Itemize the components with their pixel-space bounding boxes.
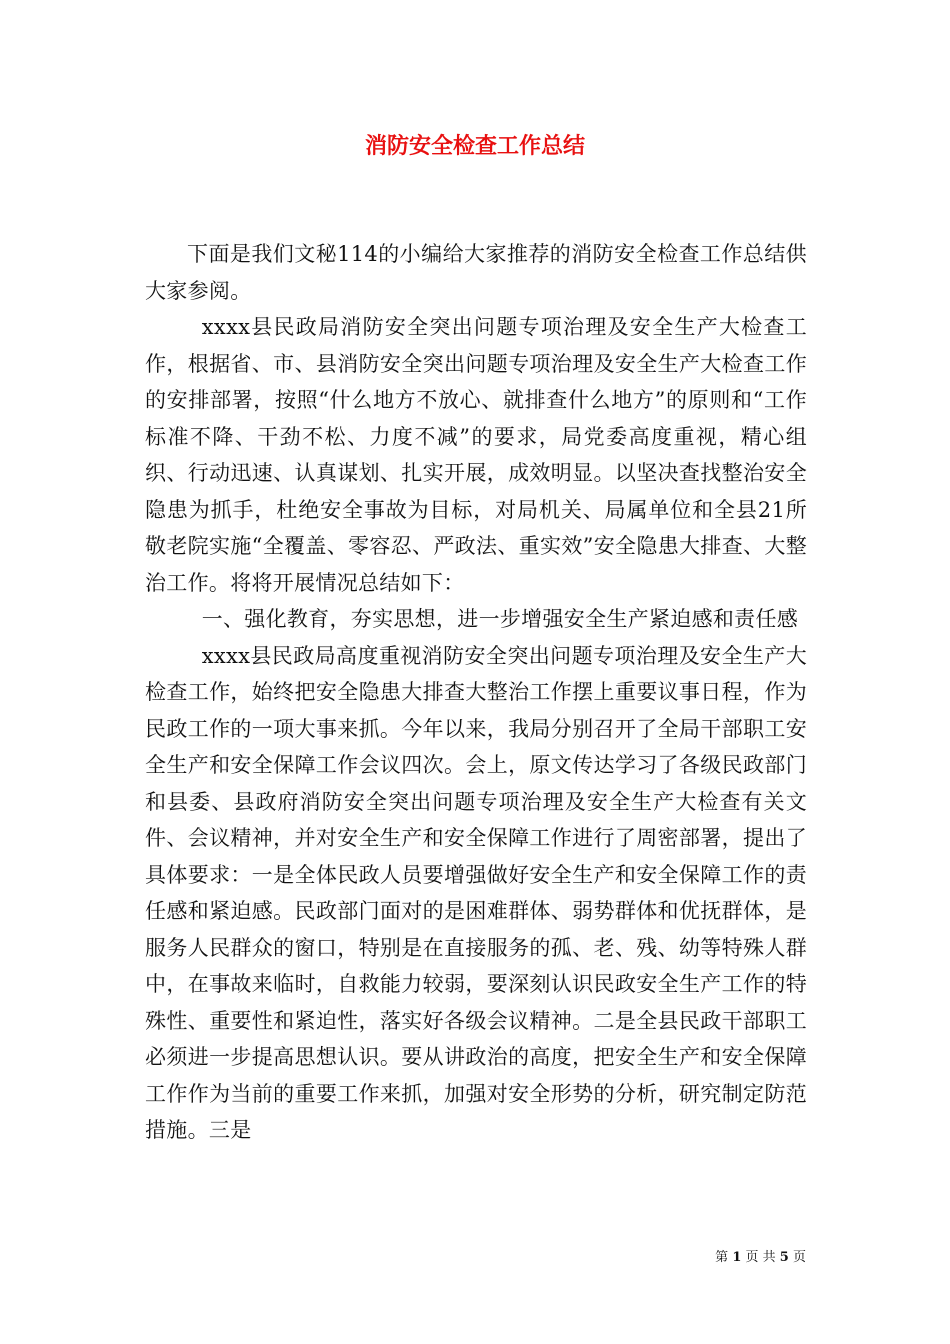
total-pages-number: 5 bbox=[779, 1250, 789, 1265]
section-heading-1: 一、强化教育，夯实思想，进一步增强安全生产紧迫感和责任感 bbox=[201, 607, 799, 631]
intro-paragraph: 下面是我们文秘114的小编给大家推荐的消防安全检查工作总结供大家参阅。 bbox=[145, 242, 807, 303]
page-number-footer bbox=[715, 1249, 806, 1267]
footer-middle: 页 共 bbox=[745, 1250, 776, 1265]
section-1-paragraph: xxxx县民政局高度重视消防安全突出问题专项治理及安全生产大检查工作，始终把安全隐患大排查大整治工作摆上重要议事日程，作为民政工作的一项大事来抓。今年以来，我局分别召开了全局干部职工安全生产和安全保障工作会议四次。会上，原文传达学习了各级民政部门和县委、县政府消防安全突出问题专项治理及安全生产大检查有关文件、会议精神，并对安全生产和安全保障工作进行了周密部署，提出了具体要求：一是全体民政人员要增强做好安全生产和安全保障工作的责任感和紧迫感。民政部门面对的是困难群体、弱势群体和优抚群体，是服务人民群众的窗口，特别是在直接服务的孤、老、残、幼等特殊人群中，在事故来临时，自救能力较弱，要深刻认识民政安全生产工作的特殊性、重要性和紧迫性，落实好各级会议精神。二是全县民政干部职工必须进一步提高思想认识。要从讲政治的高度，把安全生产和安全保障工作作为当前的重要工作来抓，加强对安全形势的分析，研究制定防范措施。三是 bbox=[145, 643, 807, 1142]
overview-paragraph: xxxx县民政局消防安全突出问题专项治理及安全生产大检查工作，根据省、市、县消防安全突出问题专项治理及安全生产大检查工作的安排部署，按照“什么地方不放心、就排查什么地方”的原则和“工作标准不降、干劲不松、力度不减”的要求，局党委高度重视，精心组织、行动迅速、认真谋划、扎实开展，成效明显。以坚决查找整治安全隐患为抓手，杜绝安全事故为目标，对局机关、局属单位和全县21所敬老院实施“全覆盖、零容忍、严政法、重实效”安全隐患大排查、大整治工作。将将开展情况总结如下： bbox=[145, 315, 807, 595]
document-body bbox=[145, 236, 807, 1149]
document-title: 消防安全检查工作总结 bbox=[364, 134, 585, 159]
current-page-number: 1 bbox=[732, 1250, 742, 1265]
footer-suffix: 页 bbox=[792, 1250, 806, 1265]
footer-prefix: 第 bbox=[715, 1250, 729, 1265]
